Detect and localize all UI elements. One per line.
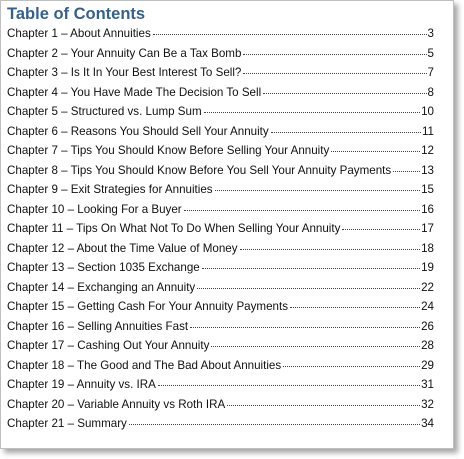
dot-leader [263, 93, 426, 94]
toc-entry-page-number: 28 [421, 339, 434, 352]
toc-entry-page-number: 11 [421, 124, 434, 138]
toc-entry-label: Chapter 7 – Tips You Should Know Before Selling Your Annuity [7, 144, 330, 157]
toc-entry [7, 86, 434, 106]
dot-leader [202, 268, 420, 269]
toc-entry [7, 359, 434, 379]
toc-entry-label: Chapter 14 – Exchanging an Annuity [7, 280, 196, 294]
toc-entry [7, 164, 434, 184]
toc-entry-label: Chapter 5 – Structured vs. Lump Sum [7, 105, 202, 118]
toc-entry-label: Chapter 6 – Reasons You Should Sell Your Annuity [7, 124, 269, 138]
toc-entry-label: Chapter 1 – About Annuities [7, 27, 151, 40]
toc-entry-label: Chapter 12 – About the Time Value of Money [7, 241, 238, 255]
toc-entry-page-number: 32 [421, 397, 434, 411]
dot-leader [158, 385, 420, 386]
dot-leader [227, 405, 420, 406]
toc-entry-page-number: 34 [421, 417, 434, 430]
dot-leader [290, 307, 420, 308]
toc-entry-page-number: 8 [427, 85, 434, 99]
dot-leader [240, 249, 421, 250]
toc-entry [7, 320, 434, 340]
toc-entry-page-number: 17 [421, 222, 434, 235]
toc-entry-page-number: 24 [421, 300, 434, 313]
toc-entry-page-number: 7 [427, 66, 434, 79]
dot-leader [342, 229, 420, 230]
toc-entry-label: Chapter 16 – Selling Annuities Fast [7, 319, 189, 333]
toc-title: Table of Contents [7, 5, 146, 23]
dot-leader [243, 54, 426, 55]
toc-entry-page-number: 19 [421, 261, 434, 274]
dot-leader [153, 34, 427, 35]
toc-entry-page-number: 18 [421, 241, 434, 255]
toc-list [7, 27, 434, 437]
dot-leader [211, 346, 420, 347]
toc-entry [7, 125, 434, 145]
toc-entry-label: Chapter 15 – Getting Cash For Your Annuity Payments [7, 300, 288, 313]
toc-entry-page-number: 26 [421, 319, 434, 333]
toc-entry [7, 300, 434, 320]
dot-leader [204, 112, 420, 113]
toc-entry-label: Chapter 17 – Cashing Out Your Annuity [7, 339, 210, 352]
toc-entry [7, 66, 434, 86]
toc-entry-label: Chapter 11 – Tips On What Not To Do When Selling Your Annuity [7, 222, 341, 235]
dot-leader [129, 424, 420, 425]
dot-leader [393, 171, 420, 172]
toc-entry [7, 417, 434, 437]
toc-entry-label: Chapter 19 – Annuity vs. IRA [7, 378, 156, 391]
dot-leader [184, 210, 420, 211]
dot-leader [197, 288, 420, 289]
toc-entry-page-number: 13 [421, 163, 434, 177]
toc-entry-label: Chapter 18 – The Good and The Bad About Annuities [7, 358, 282, 372]
toc-entry [7, 261, 434, 281]
toc-entry-label: Chapter 4 – You Have Made The Decision To Sell [7, 85, 262, 99]
toc-entry-page-number: 31 [421, 378, 434, 391]
dot-leader [215, 190, 421, 191]
toc-entry [7, 281, 434, 301]
dot-leader [331, 151, 420, 152]
dot-leader [243, 73, 426, 74]
toc-entry [7, 222, 434, 242]
toc-entry-label: Chapter 21 – Summary [7, 417, 127, 430]
toc-entry-label: Chapter 2 – Your Annuity Can Be a Tax Bomb [7, 46, 242, 60]
toc-entry-label: Chapter 9 – Exit Strategies for Annuities [7, 183, 213, 196]
toc-entry-page-number: 29 [421, 358, 434, 372]
toc-entry [7, 398, 434, 418]
toc-entry-page-number: 16 [421, 202, 434, 216]
toc-entry [7, 378, 434, 398]
toc-entry [7, 144, 434, 164]
dot-leader [271, 132, 421, 133]
toc-entry-page-number: 5 [427, 46, 434, 60]
toc-entry-page-number: 12 [421, 144, 434, 157]
toc-entry-label: Chapter 13 – Section 1035 Exchange [7, 261, 200, 274]
toc-entry [7, 183, 434, 203]
toc-entry-label: Chapter 10 – Looking For a Buyer [7, 202, 182, 216]
toc-entry-label: Chapter 20 – Variable Annuity vs Roth IRA [7, 397, 226, 411]
toc-entry-label: Chapter 8 – Tips You Should Know Before You Sell Your Annuity Payments [7, 163, 392, 177]
toc-entry-page-number: 3 [427, 27, 434, 40]
dot-leader [283, 366, 420, 367]
toc-entry-page-number: 10 [421, 105, 434, 118]
toc-entry [7, 339, 434, 359]
toc-entry [7, 47, 434, 67]
toc-entry-page-number: 22 [421, 280, 434, 294]
toc-entry-page-number: 15 [421, 183, 434, 196]
toc-entry [7, 203, 434, 223]
toc-entry [7, 242, 434, 262]
dot-leader [190, 327, 420, 328]
toc-entry [7, 27, 434, 47]
toc-entry-label: Chapter 3 – Is It In Your Best Interest To Sell? [7, 66, 242, 79]
toc-entry [7, 105, 434, 125]
